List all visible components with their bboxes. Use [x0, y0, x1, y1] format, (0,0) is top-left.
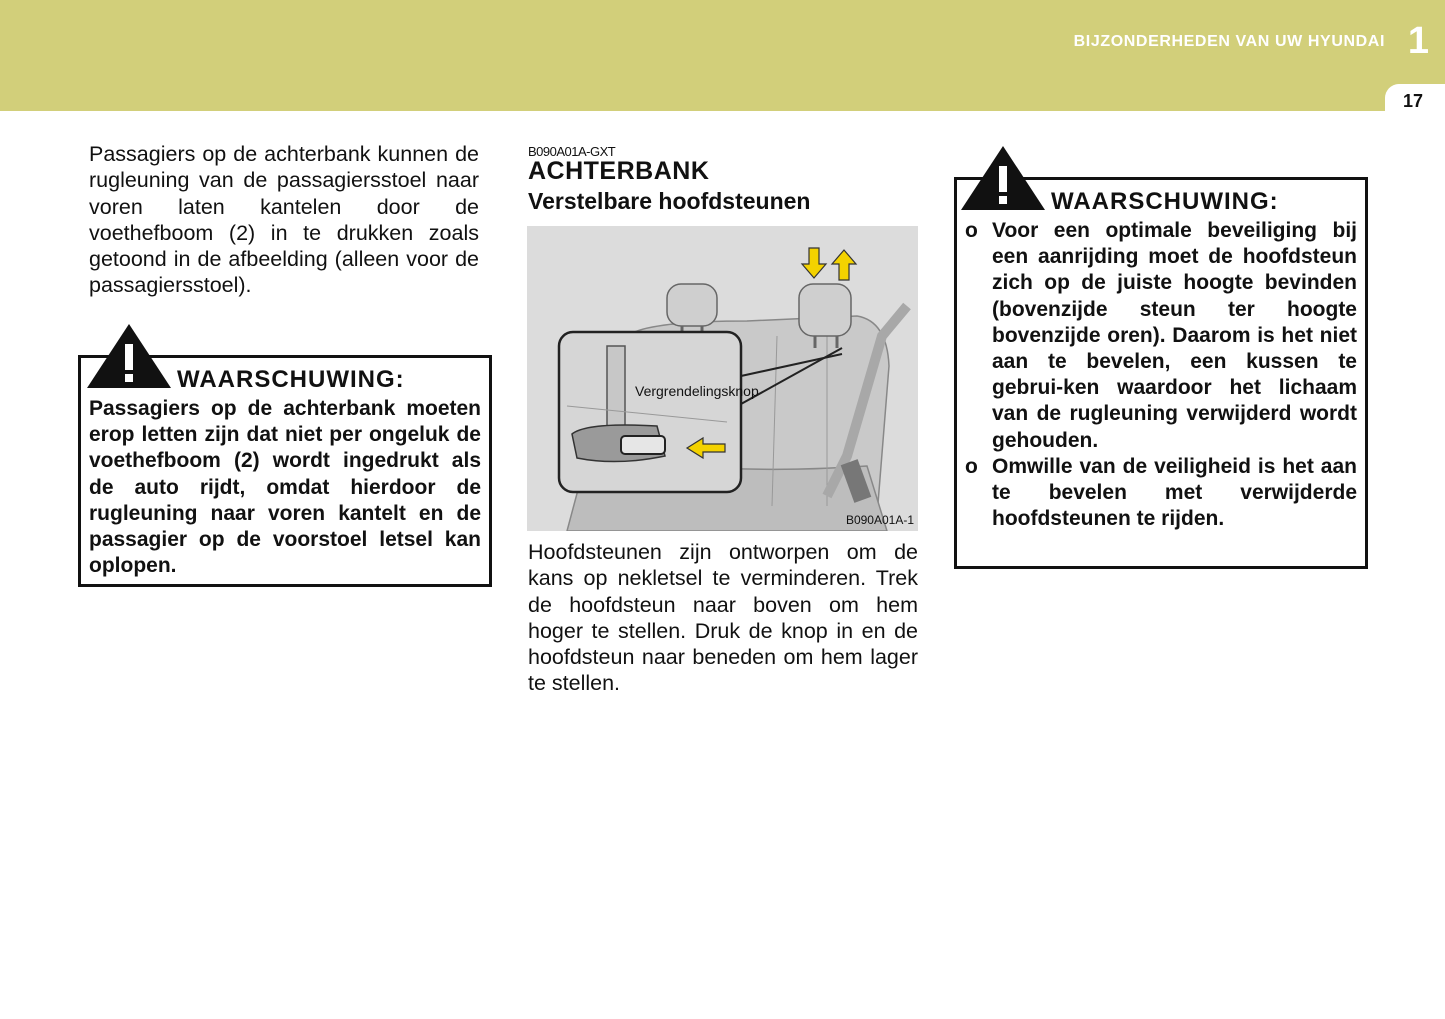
warning-list-item: [965, 454, 1357, 533]
warning-item-text: Voor een optimale beveiliging bij een aanrijding moet de hoofdsteun zich op de juiste hoogte bevinden (bovenzijde steun ter hoogte bovenzijde oren). Daarom is het niet aan te bevelen, een kussen te gebrui-ken waardoor het lichaam van de rugleuning verwijderd wordt gehouden.: [992, 219, 1357, 452]
rear-seat-headrest-illustration: [527, 226, 918, 531]
section-subheading: Verstelbare hoofdsteunen: [528, 188, 811, 214]
headrest-description: Hoofdsteunen zijn ontworpen om de kans op nekletsel te verminderen. Trek de hoofdsteun naar boven om hem hoger te stellen. Druk de knop in en de hoofdsteun naar beneden om hem lager te stellen.: [528, 540, 918, 696]
page-number: 17: [1402, 91, 1423, 111]
seat-drawing: [527, 226, 918, 531]
warning-list: [965, 218, 1357, 532]
chapter-title: BIJZONDERHEDEN VAN UW HYUNDAI: [1073, 33, 1385, 50]
warning-box-left: [78, 355, 492, 587]
warning-box-right: [954, 177, 1368, 569]
warning-text: Passagiers op de achterbank moeten erop letten zijn dat niet per ongeluk de voethefboom (2) wordt ingedrukt als de auto rijdt, omdat hierdoor de rugleuning naar voren kantelt en de passagier op de voorstoel letsel kan oplopen.: [89, 397, 481, 578]
warning-title: WAARSCHUWING:: [177, 366, 405, 393]
exclamation-triangle-icon: [87, 324, 171, 388]
bullet: o: [965, 454, 978, 478]
section-heading: ACHTERBANK: [528, 157, 710, 185]
warning-item-text: Omwille van de veiligheid is het aan te bevelen met verwijderde hoofdsteunen te rijden.: [992, 454, 1357, 531]
chapter-number: 1: [1407, 20, 1429, 62]
intro-paragraph: Passagiers op de achterbank kunnen de rugleuning van de passagiersstoel naar voren laten kantelen door de voethefboom (2) in te drukken zoals getoond in de afbeelding (alleen voor de passagiersstoel).: [89, 142, 479, 298]
exclamation-triangle-icon: [961, 146, 1045, 210]
warning-title: WAARSCHUWING:: [1051, 188, 1279, 215]
header-band: [0, 0, 1445, 111]
figure-code: B090A01A-1: [845, 513, 914, 527]
figure-callout-label: Vergrendelingsknop: [635, 383, 759, 399]
warning-list-item: [965, 218, 1357, 454]
section-code: B090A01A-GXT: [528, 144, 616, 159]
bullet: o: [965, 219, 978, 242]
